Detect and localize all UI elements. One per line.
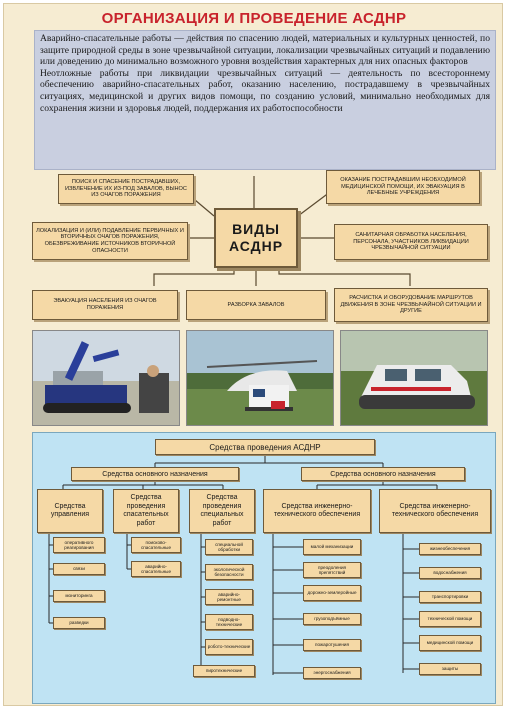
leaf-rapid-response: оперативного реагирования <box>53 537 105 553</box>
leaf-life-support: жизнеобеспечения <box>419 543 481 555</box>
kinds-center-box: ВИДЫ АСДНР <box>214 208 298 268</box>
leaf-firefighting: пожаротушения <box>303 639 361 651</box>
leaf-obstacle-crossing: преодоления препятствий <box>303 562 361 578</box>
kind-search-rescue: ПОИСК И СПАСЕНИЕ ПОСТРАДАВШИХ, ИЗВЛЕЧЕНИЕ ИХ ИЗ-ПОД ЗАВАЛОВ, ВЫНОС ИЗ ОЧАГОВ ПОРАЖЕНИЯ <box>58 174 194 204</box>
col-engineering-title-2: Средства инженерно-технического обеспечения <box>379 489 491 533</box>
definition-rescue-works: Аварийно-спасательные работы — действия по спасению людей, материальных и культурных ценностей, по защите природной среды в зоне чрезвычайной ситуации, локализации чрезвычайных ситуаций и подавлению или доведению до минимально возможного уровня воздействия характерных для них опасных факторов <box>40 33 490 68</box>
leaf-technical-aid: технической помощи <box>419 611 481 627</box>
photo-rescue-helicopter <box>186 330 334 426</box>
leaf-protection: защиты <box>419 663 481 675</box>
poster <box>3 3 503 706</box>
page-title: ОРГАНИЗАЦИЯ И ПРОВЕДЕНИЕ АСДНР <box>101 10 407 27</box>
photo-tracked-vehicle <box>340 330 488 426</box>
leaf-pyrotechnic: пиротехнические <box>193 665 255 677</box>
col-rescue-title: Средства проведения спасательных работ <box>113 489 179 533</box>
kind-sanitation: САНИТАРНАЯ ОБРАБОТКА НАСЕЛЕНИЯ, ПЕРСОНАЛА, УЧАСТНИКОВ ЛИКВИДАЦИИ ЧРЕЗВЫЧАЙНОЙ СИТУАЦИИ <box>334 224 488 260</box>
col-special-title: Средства проведения специальных работ <box>189 489 255 533</box>
scheme-left-head: Средства основного назначения <box>71 467 239 481</box>
photo-rescue-robot <box>32 330 180 426</box>
kind-route-clearing: РАСЧИСТКА И ОБОРУДОВАНИЕ МАРШРУТОВ ДВИЖЕНИЯ В ЗОНЕ ЧРЕЗВЫЧАЙНОЙ СИТУАЦИИ И ДРУГИЕ <box>334 288 488 322</box>
kind-medical-aid: ОКАЗАНИЕ ПОСТРАДАВШИМ НЕОБХОДИМОЙ МЕДИЦИНСКОЙ ПОМОЩИ, ИХ ЭВАКУАЦИЯ В ЛЕЧЕБНЫЕ УЧРЕЖДЕНИЯ <box>326 170 480 204</box>
leaf-monitoring: мониторинга <box>53 590 105 602</box>
col-management-title: Средства управления <box>37 489 103 533</box>
leaf-emergency-rescue: аварийно-спасательные <box>131 561 181 577</box>
kind-debris-removal: РАЗБОРКА ЗАВАЛОВ <box>186 290 326 320</box>
kind-evacuation: ЭВАКУАЦИЯ НАСЕЛЕНИЯ ИЗ ОЧАГОВ ПОРАЖЕНИЯ <box>32 290 178 320</box>
leaf-special-treatment: специальной обработки <box>205 539 253 555</box>
scheme-root: Средства проведения АСДНР <box>155 439 375 455</box>
leaf-transportation: транспортировки <box>419 591 481 603</box>
leaf-small-mechanization: малой механизации <box>303 539 361 555</box>
leaf-lifting: грузоподъёмные <box>303 613 361 625</box>
leaf-earth-moving: дорожно-землеройные <box>303 585 361 601</box>
leaf-medical-aid: медицинской помощи <box>419 635 481 651</box>
leaf-communication: связи <box>53 563 105 575</box>
scheme-right-head: Средства основного назначения <box>301 467 465 481</box>
leaf-power-supply: энергоснабжения <box>303 667 361 679</box>
leaf-water-supply: водоснабжения <box>419 567 481 579</box>
leaf-ecological-safety: экологической безопасности <box>205 564 253 580</box>
kind-localization: ЛОКАЛИЗАЦИЯ И (ИЛИ) ПОДАВЛЕНИЕ ПЕРВИЧНЫХ И ВТОРИЧНЫХ ОЧАГОВ ПОРАЖЕНИЯ, ОБЕЗВРЕЖИВАНИЕ ИСТОЧНИКОВ ВТОРИЧНОЙ ОПАСНОСТИ <box>32 222 188 260</box>
leaf-robotic: робото-технические <box>205 639 253 655</box>
leaf-reconnaissance: разведки <box>53 617 105 629</box>
means-scheme <box>32 432 496 704</box>
definition-urgent-works: Неотложные работы при ликвидации чрезвычайных ситуаций — деятельность по всестороннему обеспечению аварийно-спасательных работ, оказанию населению, пострадавшему в чрезвычайных ситуациях, медицинской и других видов помощи, по созданию условий, минимально необходимых для сохранения жизни и здоровья людей, поддержания их работоспособности <box>40 67 490 114</box>
leaf-underwater: подводно-технические <box>205 614 253 630</box>
col-engineering-title-1: Средства инженерно-технического обеспечения <box>263 489 371 533</box>
leaf-search-rescue: поисково-спасательные <box>131 537 181 553</box>
leaf-emergency-repair: аварийно-ремонтные <box>205 589 253 605</box>
definitions-panel <box>34 30 496 170</box>
